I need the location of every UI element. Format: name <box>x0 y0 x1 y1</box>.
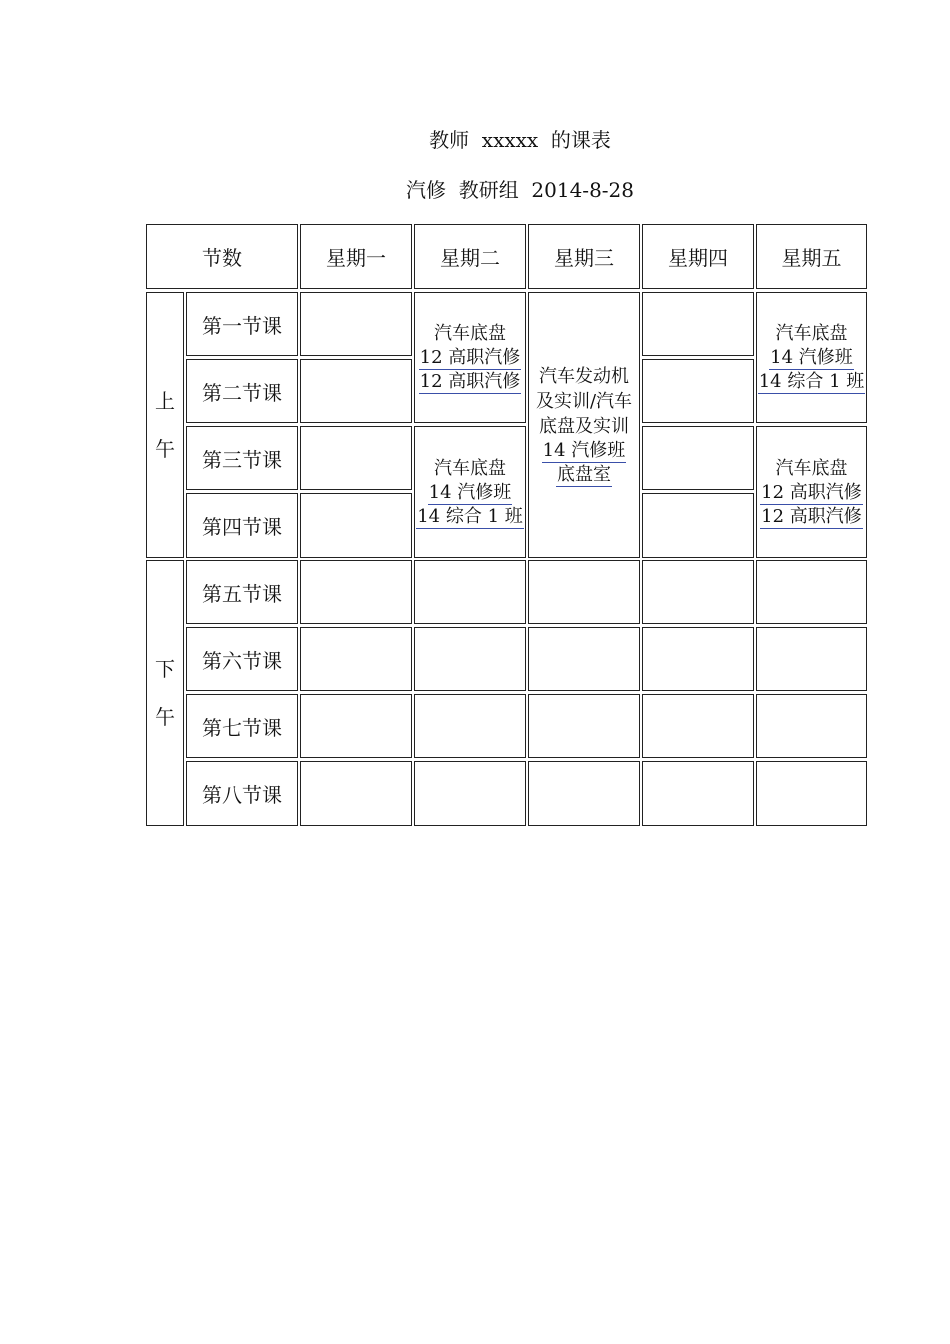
course-room-link[interactable]: 14 综合 1 班 <box>758 371 865 392</box>
course-room-link[interactable]: 12 高职汽修 <box>419 371 521 392</box>
slot-fri-8 <box>756 761 867 826</box>
header-corner: 节数 <box>146 224 298 289</box>
slot-thu-3 <box>642 426 754 490</box>
period-label-7: 第七节课 <box>186 694 298 758</box>
course-name-line-3: 底盘及实训 <box>539 415 629 437</box>
course-fri-periods-3-4 <box>756 426 867 558</box>
slot-wed-7 <box>528 694 640 758</box>
slot-fri-7 <box>756 694 867 758</box>
course-name: 汽车底盘 <box>775 323 848 344</box>
course-wed-periods-1-4 <box>528 292 640 558</box>
period-label-1: 第一节课 <box>186 292 298 356</box>
slot-wed-6 <box>528 627 640 691</box>
course-fri-periods-1-2 <box>756 292 867 423</box>
slot-thu-1 <box>642 292 754 356</box>
slot-thu-8 <box>642 761 754 826</box>
course-room-link[interactable]: 12 高职汽修 <box>761 505 862 527</box>
course-name-line-2: 及实训/汽车 <box>535 390 633 412</box>
slot-wed-8 <box>528 761 640 826</box>
slot-wed-5 <box>528 560 640 624</box>
course-class-link[interactable]: 12 高职汽修 <box>419 347 521 368</box>
course-class-link[interactable]: 14 汽修班 <box>542 439 626 461</box>
slot-mon-8 <box>300 761 412 826</box>
slot-fri-5 <box>756 560 867 624</box>
course-class-link[interactable]: 14 汽修班 <box>770 347 853 368</box>
period-label-6: 第六节课 <box>186 627 298 691</box>
slot-mon-1 <box>300 292 412 356</box>
course-name-line-1: 汽车发动机 <box>539 365 629 387</box>
header-friday: 星期五 <box>756 224 867 289</box>
period-label-3: 第三节课 <box>186 426 298 490</box>
slot-thu-7 <box>642 694 754 758</box>
page-title: 教师 xxxxx 的课表 <box>429 128 611 152</box>
slot-mon-6 <box>300 627 412 691</box>
period-label-2: 第二节课 <box>186 359 298 423</box>
morning-label-char-1: 上 <box>155 389 175 413</box>
afternoon-label-char-1: 下 <box>155 657 175 681</box>
slot-thu-4 <box>642 493 754 558</box>
course-room-link[interactable]: 14 综合 1 班 <box>417 505 523 527</box>
afternoon-label-char-2: 午 <box>155 705 175 729</box>
course-name: 汽车底盘 <box>434 457 506 479</box>
slot-tue-5 <box>414 560 526 624</box>
slot-tue-6 <box>414 627 526 691</box>
header-thursday: 星期四 <box>642 224 754 289</box>
slot-thu-2 <box>642 359 754 423</box>
slot-mon-2 <box>300 359 412 423</box>
slot-tue-7 <box>414 694 526 758</box>
slot-mon-7 <box>300 694 412 758</box>
afternoon-label <box>146 560 184 826</box>
course-room-link[interactable]: 底盘室 <box>557 463 611 485</box>
slot-thu-5 <box>642 560 754 624</box>
morning-label-char-2: 午 <box>155 437 175 461</box>
header-monday: 星期一 <box>300 224 412 289</box>
slot-tue-8 <box>414 761 526 826</box>
course-name: 汽车底盘 <box>775 457 848 479</box>
course-tue-periods-3-4 <box>414 426 526 558</box>
period-label-8: 第八节课 <box>186 761 298 826</box>
header-tuesday: 星期二 <box>414 224 526 289</box>
slot-fri-6 <box>756 627 867 691</box>
course-tue-periods-1-2 <box>414 292 526 423</box>
header-wednesday: 星期三 <box>528 224 640 289</box>
page-subtitle: 汽修 教研组 2014-8-28 <box>405 178 635 202</box>
slot-mon-3 <box>300 426 412 490</box>
course-name: 汽车底盘 <box>434 323 506 344</box>
morning-label <box>146 292 184 558</box>
period-label-4: 第四节课 <box>186 493 298 558</box>
course-class-link[interactable]: 14 汽修班 <box>428 481 512 503</box>
course-class-link[interactable]: 12 高职汽修 <box>761 481 862 503</box>
period-label-5: 第五节课 <box>186 560 298 624</box>
slot-mon-4 <box>300 493 412 558</box>
slot-mon-5 <box>300 560 412 624</box>
slot-thu-6 <box>642 627 754 691</box>
